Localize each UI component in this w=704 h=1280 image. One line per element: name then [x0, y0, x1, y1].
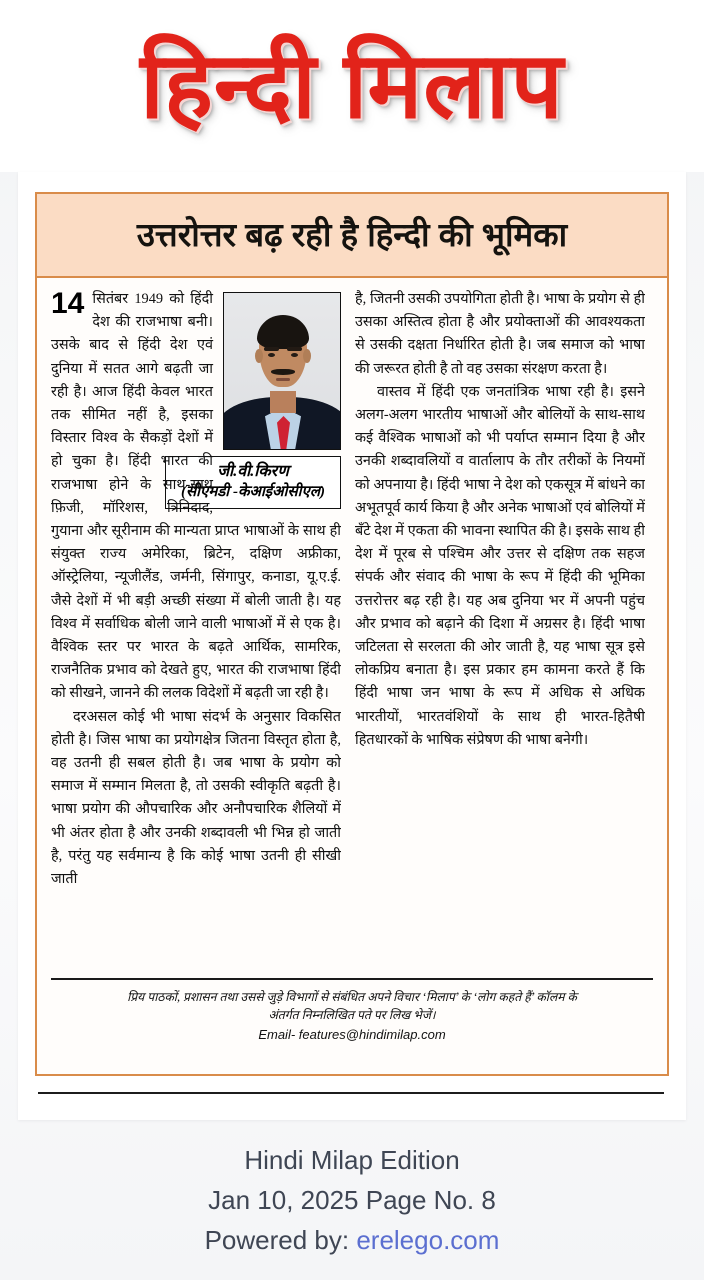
author-photo [223, 292, 341, 450]
masthead-title: हिन्दी मिलाप [140, 35, 564, 137]
portrait-brow-left [264, 347, 279, 351]
note-email[interactable]: Email- features@hindimilap.com [258, 1027, 446, 1042]
portrait-ear-left [255, 349, 263, 363]
footer-date-page: Jan 10, 2025 Page No. 8 [208, 1185, 496, 1215]
portrait-mouth [276, 378, 290, 381]
clipping-bottom-rule [38, 1092, 664, 1094]
article-headline: उत्तरोत्तर बढ़ रही है हिन्दी की भूमिका [136, 215, 568, 253]
caption-name: जी.वी.किरण [217, 463, 289, 480]
portrait-eye-right [291, 353, 298, 357]
headline-bar [37, 194, 667, 278]
author-photo-block [181, 292, 341, 509]
portrait-neck [270, 391, 296, 413]
portrait-brow-right [287, 347, 302, 351]
portrait-ear-right [303, 349, 311, 363]
footer-edition: Hindi Milap Edition [244, 1145, 460, 1175]
portrait-eye-left [268, 353, 275, 357]
drop-cap: 14 [51, 288, 85, 320]
note-line-2: अंतर्गत निम्नलिखित पते पर लिख भेजें। [268, 1008, 436, 1022]
article-paragraph: दरअसल कोई भी भाषा संदर्भ के अनुसार विकसित होती है। जिस भाषा का प्रयोगक्षेत्र जितना विस्तृत होता है, वह उतनी ही सबल होती है। जब भाषा के प्रयोग को समाज में सम्मान मिलता है, तो उसकी स्वीकृति बढ़ती है। भाषा प्रयोग की औपचारिक और अनौपचारिक शैलियों में भी अंतर होता है और उनकी शब्दावली भी भिन्न हो जाती है, परंतु यह सर्वमान्य है कि कोई भाषा उतनी ही सीखी जाती [51, 708, 341, 888]
page-footer [0, 1140, 704, 1260]
article-paragraph: वास्तव में हिंदी एक जनतांत्रिक भाषा रही है। इसने अलग-अलग भारतीय भाषाओं और बोलियों के साथ-साथ कई वैश्विक भाषाओं को भी पर्याप्त सम्मान दिया है और उनकी शब्दावलियों व वार्तालाप के तौर तरीकों के नियमों को अपनाया है। हिंदी भाषा ने देश को एकसूत्र में बांधने का अभूतपूर्व कार्य किया है और अनेक भाषाओं एवं बोलियों में बँटे देश में एकता की भावना स्थापित की है। इसके साथ ही देश में पूरब से पश्चिम और उत्तर से दक्षिण तक सहज संपर्क और संवाद की भाषा के रूप में हिंदी की भूमिका उत्तरोत्तर बढ़ रही है। यह अब दुनिया भर में अपनी पहुंच और प्रभाव को बढ़ाने की दिशा में अग्रसर है। हिंदी भाषा जटिलता से सरलता की ओर जाती है, यह भाषा सूत्र इसे लोकप्रिय बनाता है। इस प्रकार हम कामना करते हैं कि हिंदी भाषा जन भाषा के रूप में अधिक से अधिक भारतीयों, भारतवंशियों के साथ ही भारत-हितैषी हितधारकों के भाषिक संप्रेषण की भाषा बनेगी। [355, 383, 645, 748]
note-line-1: प्रिय पाठकों, प्रशासन तथा उससे जुड़े विभागों से संबंधित अपने विचार ‘मिलाप’ के ‘लोग कहते हैं’ कॉलम के [127, 990, 577, 1004]
footer-source-link[interactable]: erelego.com [356, 1225, 500, 1255]
caption-role: (सीएमडी -केआईओसीएल) [181, 484, 325, 500]
masthead [0, 0, 704, 172]
readers-note [37, 980, 667, 1054]
footer-powered-prefix: Powered by: [204, 1225, 357, 1255]
article-columns [51, 288, 653, 978]
article-column-right [355, 288, 645, 978]
portrait-moustache [271, 369, 295, 375]
article-paragraph-text: सितंबर 1949 को हिंदी देश की राजभाषा बनी। उसके बाद से हिंदी देश एवं दुनिया में सतत आगे बढ़ती जा रही है। आज हिंदी केवल भारत तक सीमित नहीं है, इसका विस्तार विश्व के सैकड़ों देशों में हो चुका है। हिंदी भारत की राजभाषा होने के साथ-साथ फ़िजी, मॉरिशस, त्रिनिदाद, गुयाना और सूरीनाम की मान्यता प्राप्त भाषाओं के साथ ही संयुक्त राज्य अमेरिका, ब्रिटेन, दक्षिण अफ्रीका, ऑस्ट्रेलिया, न्यूजीलैंड, जर्मनी, सिंगापुर, कनाडा, यू.ए.ई. जैसे देशों में भी बड़ी अच्छी संख्या में बोली जाती है। यह विश्व में सर्वाधिक बोली जाने वाली भाषाओं में से एक है। वैश्विक स्तर पर भारत के बढ़ते आर्थिक, सामरिक, राजनैतिक प्रभाव को देखते हुए, भारत की राजभाषा हिंदी को सीखने, जानने की ललक विदेशों में बढ़ती जा रही है। [51, 291, 341, 702]
article-paragraph: है, जितनी उसकी उपयोगिता होती है। भाषा के प्रयोग से ही उसका अस्तित्व होता है और प्रयोक्ताओं की आवश्यकता से उसकी दक्षता निर्धारित होती है। जब समाज को भाषा की जरूरत होती है तो वह उसका संरक्षण करता है। [355, 291, 645, 377]
footer-powered-by [0, 1220, 704, 1260]
article-body [37, 278, 667, 978]
article-clipping [35, 192, 669, 1076]
newspaper-page-card [18, 172, 686, 1120]
article-column-left [51, 288, 341, 978]
